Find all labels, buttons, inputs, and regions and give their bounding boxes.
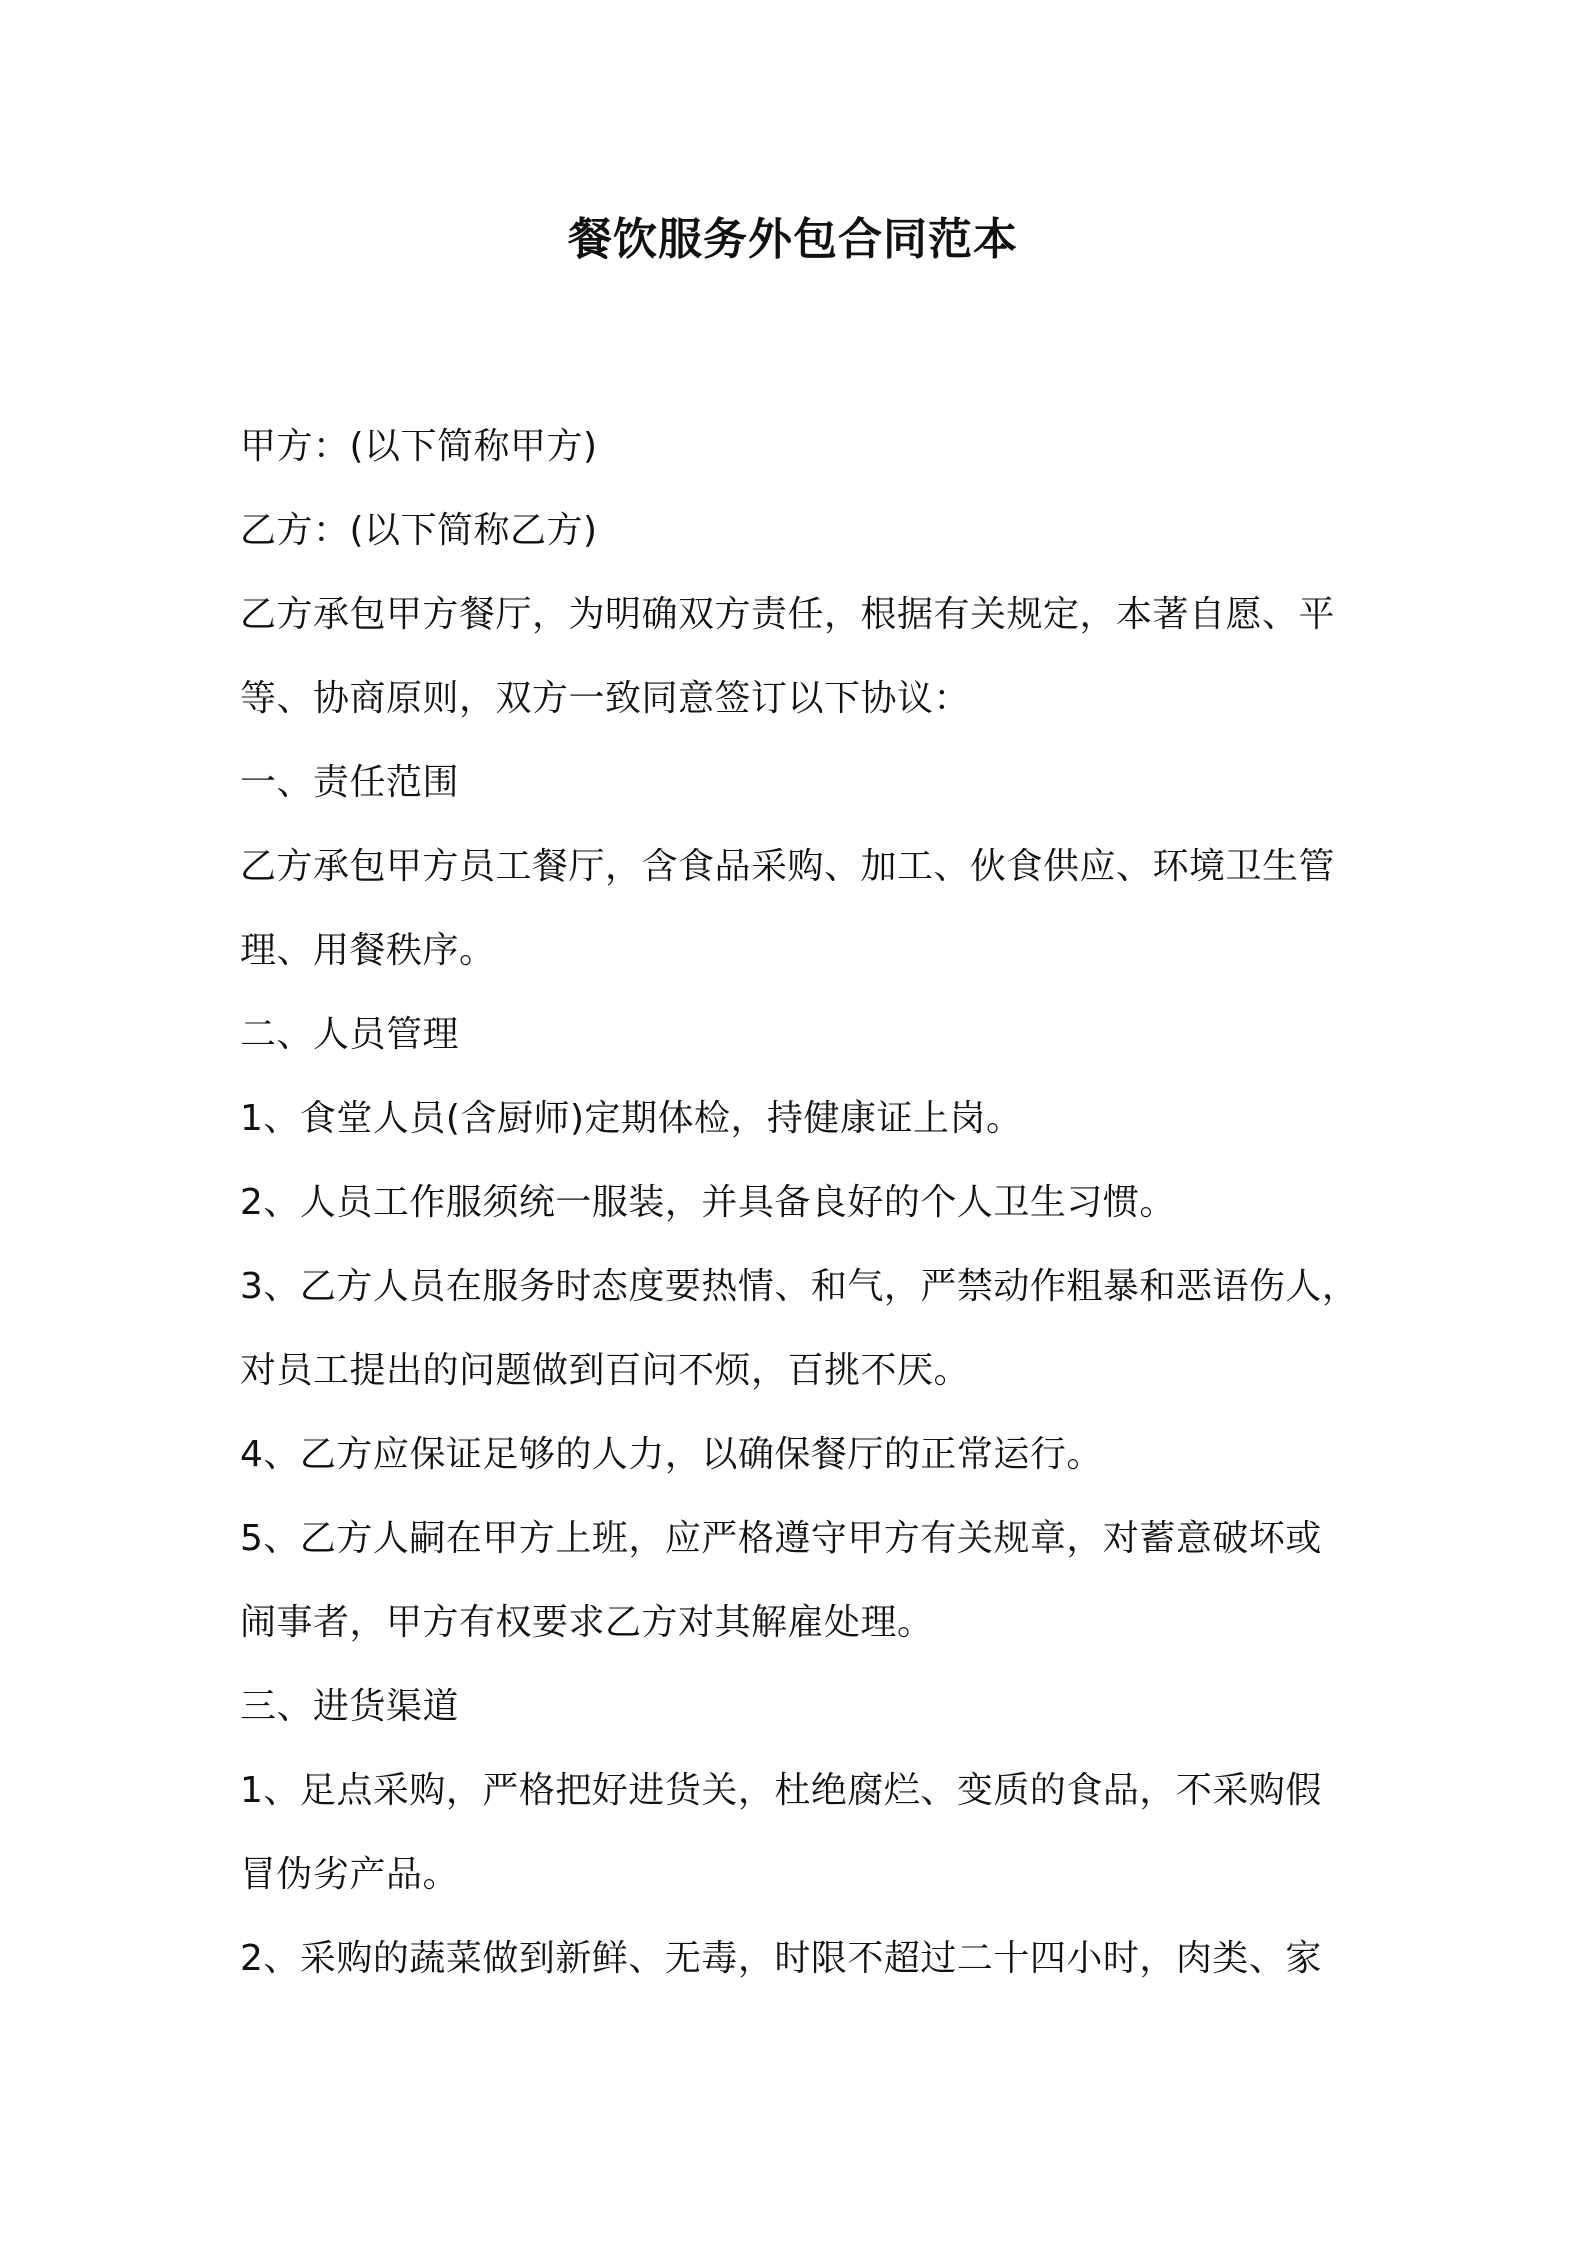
section-heading: 三、进货渠道 [240,1686,460,1727]
clause-line: 1、食堂人员(含厨师)定期体检，持健康证上岗。 [240,1098,1023,1139]
clause-line: 2、采购的蔬菜做到新鲜、无毒，时限不超过二十四小时，肉类、家 [240,1938,1322,1979]
clause-line: 5、乙方人嗣在甲方上班，应严格遵守甲方有关规章，对蓄意破坏或 [240,1518,1322,1559]
paragraph-line: 理、用餐秩序。 [240,930,496,971]
clause-line: 1、足点采购，严格把好进货关，杜绝腐烂、变质的食品，不采购假 [240,1770,1322,1811]
section-heading: 二、人员管理 [240,1014,460,1055]
preamble-line: 等、协商原则，双方一致同意签订以下协议： [240,678,971,719]
paragraph-line: 乙方承包甲方员工餐厅，含食品采购、加工、伙食供应、环境卫生管 [240,846,1336,887]
clause-line: 3、乙方人员在服务时态度要热情、和气，严禁动作粗暴和恶语伤人， [240,1266,1359,1307]
clause-line: 2、人员工作服须统一服装，并具备良好的个人卫生习惯。 [240,1182,1176,1223]
party-b-line: 乙方：(以下简称乙方) [240,510,598,551]
party-a-line: 甲方：(以下简称甲方) [240,426,598,467]
section-heading: 一、责任范围 [240,762,460,803]
preamble-line: 乙方承包甲方餐厅，为明确双方责任，根据有关规定，本著自愿、平 [240,594,1336,635]
clause-line: 冒伪劣产品。 [240,1854,460,1895]
clause-line: 4、乙方应保证足够的人力，以确保餐厅的正常运行。 [240,1434,1103,1475]
document-body [240,405,1400,2001]
document-title: 餐饮服务外包合同范本 [568,214,1018,265]
clause-line: 闹事者，甲方有权要求乙方对其解雇处理。 [240,1602,934,1643]
clause-line: 对员工提出的问题做到百问不烦，百挑不厌。 [240,1350,971,1391]
